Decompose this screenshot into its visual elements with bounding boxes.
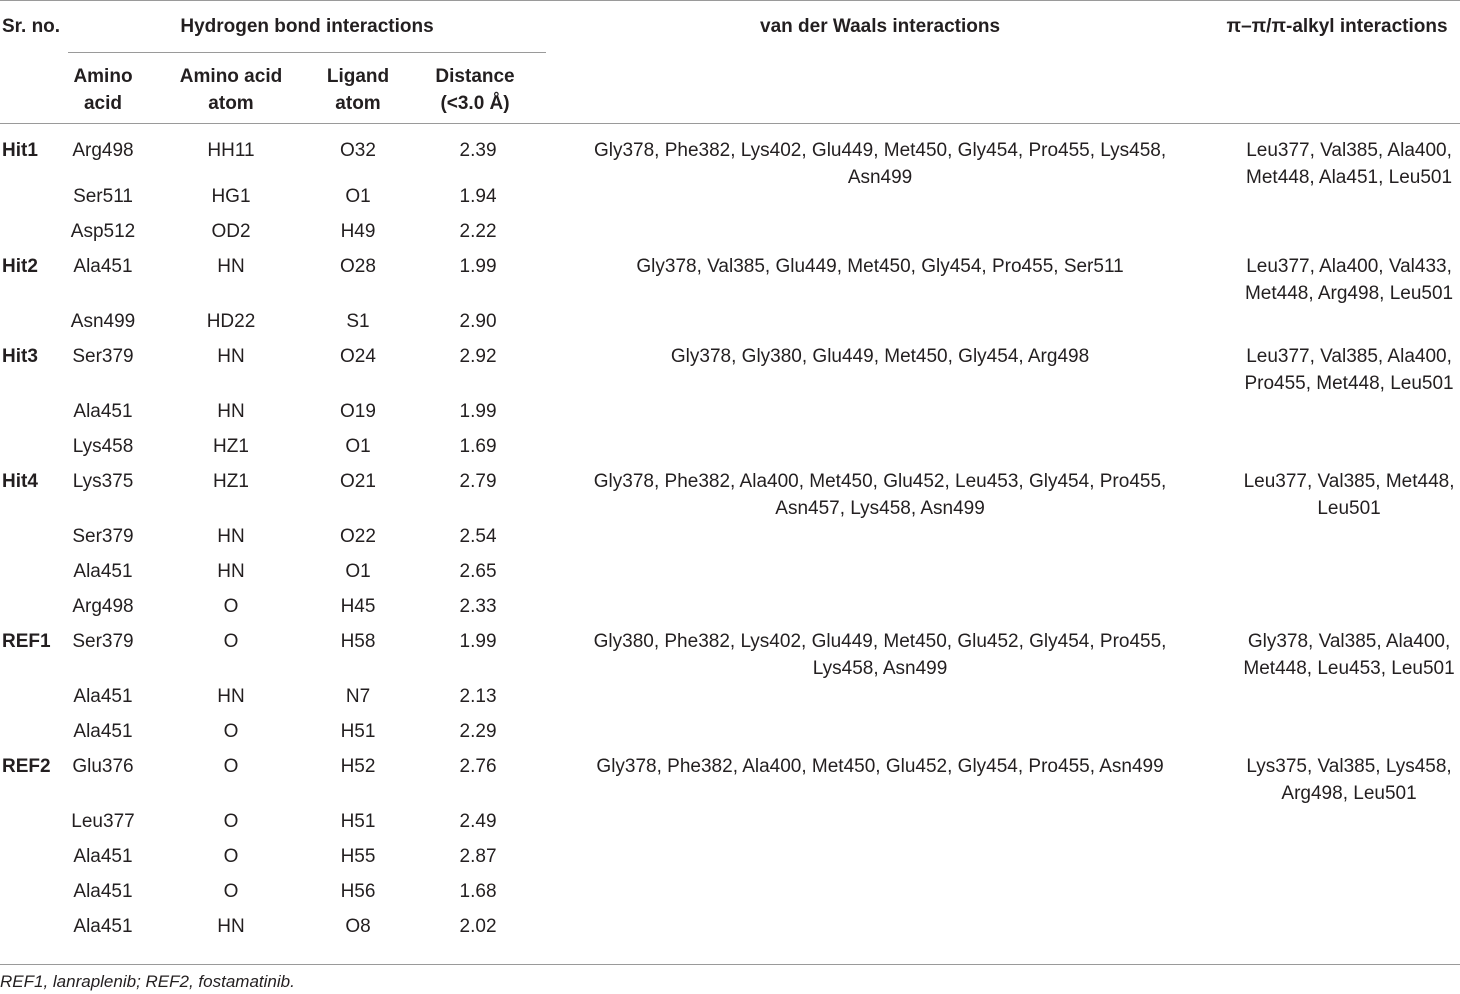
amino-acid-atom-cell: HH11 (207, 140, 255, 161)
amino-acid-cell: Ser379 (72, 631, 134, 652)
ligand-atom-cell: H55 (340, 846, 376, 867)
distance-cell: 2.39 (459, 140, 497, 161)
header-hydrogen-bond-label: Hydrogen bond interactions (180, 16, 434, 37)
pi-cell: Leu377, Ala400, Val433, Met448, Arg498, Leu501 (1244, 256, 1454, 304)
vdw-cell: Gly378, Phe382, Lys402, Glu449, Met450, Gly454, Pro455, Lys458, Asn499 (593, 140, 1167, 188)
amino-acid-atom-cell: HN (217, 401, 245, 422)
table-body (0, 124, 1460, 945)
amino-acid-cell: Ala451 (73, 256, 133, 277)
header-distance: Distance (<3.0 Å) (404, 53, 546, 124)
ligand-atom-cell: H51 (340, 721, 376, 742)
amino-acid-cell: Asn499 (70, 311, 136, 332)
amino-acid-cell: Arg498 (72, 596, 134, 617)
amino-acid-atom-cell: O (223, 846, 239, 867)
pi-cell: Gly378, Val385, Ala400, Met448, Leu453, Leu501 (1243, 631, 1455, 679)
vdw-cell: Gly378, Gly380, Glu449, Met450, Gly454, Arg498 (670, 346, 1090, 367)
distance-cell: 1.69 (459, 436, 497, 457)
amino-acid-cell: Ala451 (73, 401, 133, 422)
distance-cell: 2.22 (459, 221, 497, 242)
distance-cell: 1.94 (459, 186, 497, 207)
table-row (0, 339, 1460, 394)
amino-acid-atom-cell: HD22 (206, 311, 256, 332)
distance-cell: 2.29 (459, 721, 497, 742)
ligand-atom-cell: O19 (340, 401, 376, 422)
amino-acid-cell: Leu377 (71, 811, 135, 832)
distance-cell: 1.99 (459, 631, 497, 652)
amino-acid-atom-cell: O (223, 811, 239, 832)
amino-acid-cell: Ala451 (73, 916, 133, 937)
pi-cell: Leu377, Val385, Ala400, Pro455, Met448, Leu501 (1244, 346, 1454, 394)
distance-cell: 2.90 (459, 311, 497, 332)
distance-cell: 2.54 (459, 526, 497, 547)
group-id: Hit2 (2, 256, 38, 277)
distance-cell: 2.79 (459, 471, 497, 492)
ligand-atom-cell: O8 (345, 916, 371, 937)
distance-cell: 2.13 (459, 686, 497, 707)
vdw-cell: Gly378, Val385, Glu449, Met450, Gly454, Pro455, Ser511 (636, 256, 1124, 277)
table-row (0, 464, 1460, 519)
header-amino-acid-atom: Amino acid atom (150, 53, 312, 124)
header-vdw: van der Waals interactions (546, 1, 1214, 124)
ligand-atom-cell: H49 (340, 221, 376, 242)
group-id: REF2 (2, 756, 51, 777)
amino-acid-cell: Ala451 (73, 881, 133, 902)
ligand-atom-cell: O21 (340, 471, 376, 492)
ligand-atom-cell: O1 (345, 561, 371, 582)
distance-cell: 2.33 (459, 596, 497, 617)
table-row (0, 624, 1460, 679)
amino-acid-atom-cell: HN (217, 526, 245, 547)
amino-acid-cell: Lys375 (72, 471, 134, 492)
amino-acid-atom-cell: O (223, 756, 239, 777)
amino-acid-atom-cell: HG1 (211, 186, 251, 207)
amino-acid-cell: Ser379 (72, 526, 134, 547)
distance-cell: 2.87 (459, 846, 497, 867)
pi-cell: Leu377, Val385, Met448, Leu501 (1243, 471, 1455, 519)
header-pi: π–π/π-alkyl interactions (1214, 1, 1460, 124)
amino-acid-atom-cell: HZ1 (213, 436, 249, 457)
distance-cell: 2.02 (459, 916, 497, 937)
amino-acid-atom-cell: HN (217, 256, 245, 277)
amino-acid-cell: Ala451 (73, 846, 133, 867)
amino-acid-atom-cell: HN (217, 916, 245, 937)
ligand-atom-cell: H52 (340, 756, 376, 777)
pi-cell: Leu377, Val385, Ala400, Met448, Ala451, Leu501 (1246, 140, 1453, 188)
amino-acid-atom-cell: O (223, 631, 239, 652)
ligand-atom-cell: O1 (345, 436, 371, 457)
table-row (0, 249, 1460, 304)
amino-acid-atom-cell: HN (217, 561, 245, 582)
ligand-atom-cell: O32 (340, 140, 376, 161)
amino-acid-cell: Ser511 (73, 186, 133, 207)
amino-acid-cell: Ala451 (73, 721, 133, 742)
header-hydrogen-bond (68, 1, 546, 53)
amino-acid-cell: Glu376 (72, 756, 134, 777)
ligand-atom-cell: N7 (345, 686, 371, 707)
amino-acid-atom-cell: HZ1 (213, 471, 249, 492)
amino-acid-atom-cell: O (223, 721, 239, 742)
ligand-atom-cell: H58 (340, 631, 376, 652)
header-amino-acid: Amino acid (68, 53, 150, 124)
distance-cell: 2.65 (459, 561, 497, 582)
group-id: REF1 (2, 631, 51, 652)
amino-acid-cell: Asp512 (70, 221, 136, 242)
vdw-cell: Gly380, Phe382, Lys402, Glu449, Met450, Glu452, Gly454, Pro455, Lys458, Asn499 (593, 631, 1167, 679)
ligand-atom-cell: O1 (345, 186, 371, 207)
table-header (0, 1, 1460, 124)
ligand-atom-cell: O22 (340, 526, 376, 547)
ligand-atom-cell: O28 (340, 256, 376, 277)
distance-cell: 1.99 (459, 401, 497, 422)
amino-acid-cell: Arg498 (72, 140, 134, 161)
distance-cell: 2.49 (459, 811, 497, 832)
vdw-cell: Gly378, Phe382, Ala400, Met450, Glu452, Leu453, Gly454, Pro455, Asn457, Lys458, Asn499 (593, 471, 1167, 519)
ligand-atom-cell: H51 (340, 811, 376, 832)
vdw-cell: Gly378, Phe382, Ala400, Met450, Glu452, Gly454, Pro455, Asn499 (596, 756, 1164, 777)
ligand-atom-cell: S1 (346, 311, 370, 332)
distance-cell: 2.76 (459, 756, 497, 777)
ligand-atom-cell: H56 (340, 881, 376, 902)
amino-acid-atom-cell: HN (217, 686, 245, 707)
header-sr-no: Sr. no. (0, 1, 68, 124)
table-row (0, 749, 1460, 804)
amino-acid-cell: Lys458 (72, 436, 134, 457)
amino-acid-atom-cell: OD2 (211, 221, 251, 242)
header-ligand-atom: Ligand atom (312, 53, 404, 124)
amino-acid-cell: Ser379 (72, 346, 134, 367)
table-footnote: REF1, lanraplenib; REF2, fostamatinib. (0, 964, 1460, 992)
amino-acid-atom-cell: O (223, 596, 239, 617)
pi-cell: Lys375, Val385, Lys458, Arg498, Leu501 (1246, 756, 1452, 804)
group-id: Hit1 (2, 140, 38, 161)
ligand-atom-cell: O24 (340, 346, 376, 367)
amino-acid-atom-cell: O (223, 881, 239, 902)
ligand-atom-cell: H45 (340, 596, 376, 617)
table-row (0, 124, 1460, 180)
distance-cell: 1.99 (459, 256, 497, 277)
amino-acid-atom-cell: HN (217, 346, 245, 367)
amino-acid-cell: Ala451 (73, 561, 133, 582)
amino-acid-cell: Ala451 (73, 686, 133, 707)
distance-cell: 2.92 (459, 346, 497, 367)
group-id: Hit3 (2, 346, 38, 367)
distance-cell: 1.68 (459, 881, 497, 902)
group-id: Hit4 (2, 471, 38, 492)
